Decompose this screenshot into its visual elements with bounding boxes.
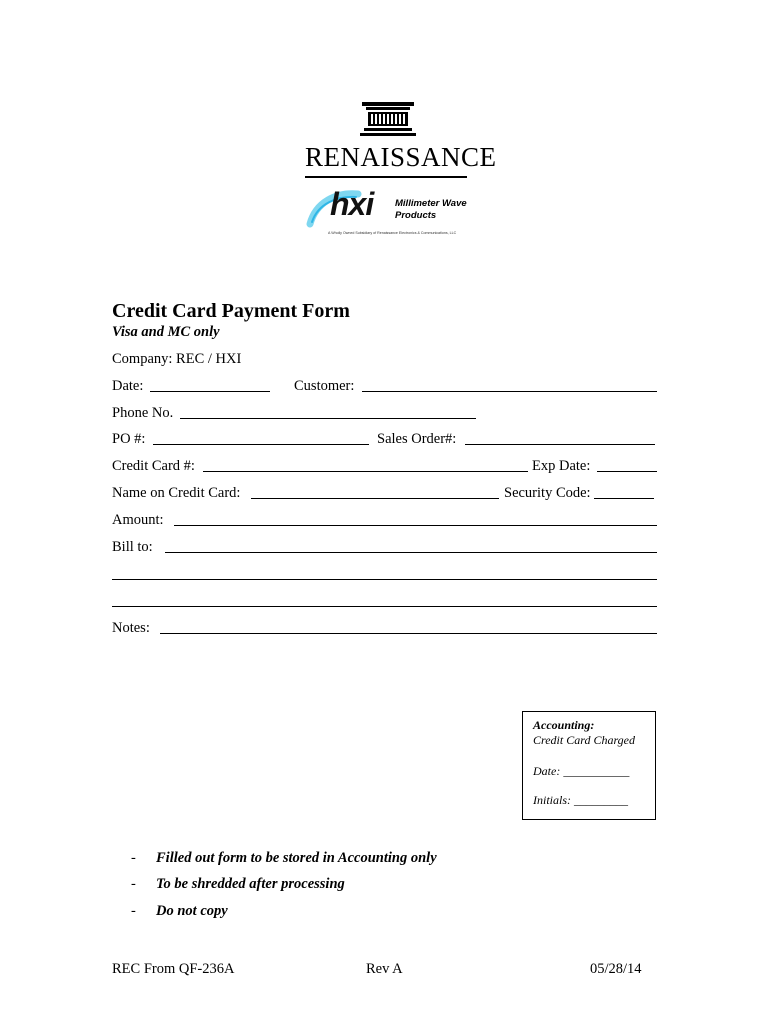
bill-to-field-line-2[interactable]: [112, 579, 657, 580]
accounting-box: [522, 711, 656, 820]
credit-card-label: Credit Card #:: [112, 458, 195, 474]
instruction-item: To be shredded after processing: [156, 876, 345, 892]
instruction-item: Filled out form to be stored in Accounting only: [156, 850, 437, 866]
phone-label: Phone No.: [112, 405, 174, 421]
bullet-dash: -: [131, 876, 136, 892]
exp-date-field[interactable]: [597, 471, 657, 472]
company-label: Company: REC / HXI: [112, 351, 242, 367]
bullet-dash: -: [131, 903, 136, 919]
amount-field[interactable]: [174, 525, 657, 526]
accounting-heading: Accounting:: [533, 718, 595, 732]
po-label: PO #:: [112, 431, 146, 447]
footer-revision: Rev A: [366, 961, 403, 977]
sales-order-field[interactable]: [465, 444, 655, 445]
sales-order-label: Sales Order#:: [377, 431, 457, 447]
customer-label: Customer:: [294, 378, 355, 394]
footer-date: 05/28/14: [590, 961, 642, 977]
bill-to-field-line-3[interactable]: [112, 606, 657, 607]
form-subtitle: Visa and MC only: [112, 324, 220, 340]
column-capital-icon: [300, 100, 470, 145]
exp-date-label: Exp Date:: [532, 458, 591, 474]
phone-field[interactable]: [180, 418, 476, 419]
security-code-field[interactable]: [594, 498, 654, 499]
brand-tagline: Millimeter Wave Products: [395, 198, 467, 221]
notes-label: Notes:: [112, 620, 150, 636]
form-title: Credit Card Payment Form: [112, 300, 350, 322]
company-name: RENAISSANCE: [305, 142, 497, 172]
amount-label: Amount:: [112, 512, 164, 528]
customer-field[interactable]: [362, 391, 657, 392]
accounting-date-field[interactable]: Date: ___________: [533, 764, 630, 778]
name-on-card-label: Name on Credit Card:: [112, 485, 241, 501]
brand-logo-text: hxi: [330, 186, 374, 222]
date-label: Date:: [112, 378, 144, 394]
bill-to-label: Bill to:: [112, 539, 153, 555]
company-logo: [300, 100, 497, 240]
credit-card-charged-label: Credit Card Charged: [533, 733, 636, 747]
logo-divider: [305, 176, 467, 178]
accounting-initials-field[interactable]: Initials: _________: [533, 793, 628, 807]
bill-to-field-line-1[interactable]: [165, 552, 657, 553]
security-code-label: Security Code:: [504, 485, 591, 501]
date-field[interactable]: [150, 391, 270, 392]
credit-card-field[interactable]: [203, 471, 528, 472]
po-field[interactable]: [153, 444, 369, 445]
notes-field[interactable]: [160, 633, 657, 634]
bullet-dash: -: [131, 850, 136, 866]
instruction-item: Do not copy: [156, 903, 228, 919]
subsidiary-note: A Wholly Owned Subsidiary of Renaissance Electronics & Communications, LLC: [328, 231, 457, 235]
name-on-card-field[interactable]: [251, 498, 499, 499]
footer-form-number: REC From QF-236A: [112, 961, 235, 977]
